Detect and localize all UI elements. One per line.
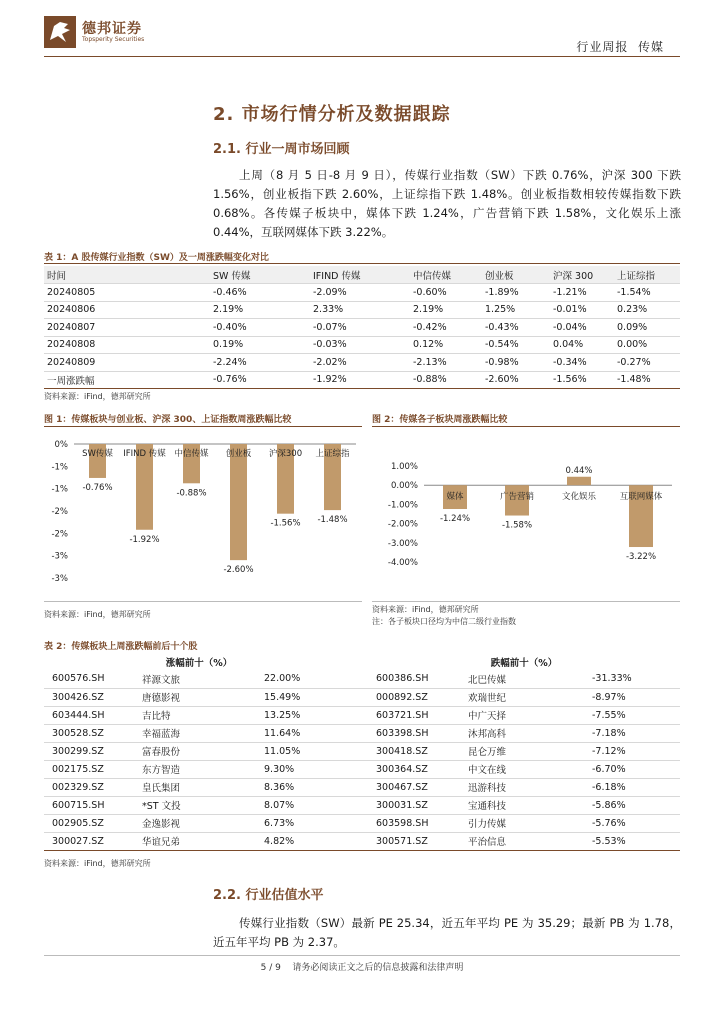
data-label: -3.22% [625,552,657,563]
table-header-row [44,266,680,284]
table-cell: 欢瑞世纪 [460,688,584,706]
table-cell: 富春股份 [134,742,256,760]
table-cell: 300364.SZ [368,760,460,778]
table-cell: -0.98% [482,354,550,372]
table-cell: -2.60% [482,371,550,389]
category-label: 文化娱乐 [561,492,597,503]
table-cell: -2.09% [310,284,410,302]
table-cell: -1.92% [310,371,410,389]
footer-divider [44,955,680,956]
table-cell: -0.03% [310,336,410,354]
table-header-cell: 沪深 300 [550,266,614,284]
table-cell: 600386.SH [368,670,460,688]
table-cell: -1.56% [550,371,614,389]
category-label: 媒体 [446,492,464,503]
data-label: 0.44% [565,465,593,476]
table-cell: -8.97% [584,688,680,706]
y-tick-label: -3.00% [387,538,418,549]
table-cell: 300528.SZ [44,724,134,742]
table-cell: -0.46% [210,284,310,302]
category-label: 创业板 [225,449,252,459]
table-row [44,284,680,302]
data-label: -1.24% [439,514,471,525]
table-cell: 4.82% [256,832,354,850]
table-row [44,319,680,337]
fig2-bottom-rule [372,601,680,602]
category-label: 广告营销 [499,492,535,503]
table-cell: 20240806 [44,301,210,319]
table-cell: 6.73% [256,814,354,832]
table-row [44,778,680,796]
data-label: -2.60% [223,565,254,576]
table-cell: 000892.SZ [368,688,460,706]
table-cell: -0.04% [550,319,614,337]
subsection-title-valuation: 2.2. 行业估值水平 [213,888,324,903]
data-label: -1.48% [317,515,348,526]
table-cell: 8.07% [256,796,354,814]
table-cell: 0.23% [614,301,680,319]
table-cell: 吉比特 [134,706,256,724]
table-row [44,354,680,372]
table-cell: -1.54% [614,284,680,302]
table-cell: 0.09% [614,319,680,337]
table-header-cell: 中信传媒 [410,266,482,284]
y-tick-label: -2.00% [387,519,418,530]
table-cell: 0.12% [410,336,482,354]
bar [230,444,247,560]
table-cell: 300299.SZ [44,742,134,760]
category-label: SW传媒 [82,449,113,459]
table-cell: 300027.SZ [44,832,134,850]
table2-caption: 表 2：传媒板块上周涨跌幅前后十个股 [44,642,198,652]
page-footer: 5 / 9 请务必阅读正文之后的信息披露和法律声明 [260,963,464,973]
bar [567,477,591,485]
category-label: 上证综指 [315,449,350,459]
table-cell: 20240809 [44,354,210,372]
top-movers-table [44,654,680,851]
table-cell: 一周涨跌幅 [44,371,210,389]
table-cell: 幸福蓝海 [134,724,256,742]
table-cell: -6.18% [584,778,680,796]
table-cell: -2.02% [310,354,410,372]
table-cell: 11.05% [256,742,354,760]
fig1-bottom-rule [44,601,362,602]
table-cell: 13.25% [256,706,354,724]
table-cell: 8.36% [256,778,354,796]
table-cell: -7.12% [584,742,680,760]
table-cell: 昆仑万维 [460,742,584,760]
table-cell: 0.19% [210,336,310,354]
brand-name: 德邦证券 [82,21,142,37]
gainers-header: 涨幅前十（%） [165,658,233,669]
table-cell: 603598.SH [368,814,460,832]
table-cell: 002175.SZ [44,760,134,778]
table-cell: 2.19% [210,301,310,319]
table-cell: -0.43% [482,319,550,337]
data-label: -1.58% [501,520,533,531]
table-cell: -0.54% [482,336,550,354]
table-cell: 300418.SZ [368,742,460,760]
table2-source: 资料来源：iFind，德邦研究所 [44,859,151,868]
table-cell: 603444.SH [44,706,134,724]
table-cell: 20240807 [44,319,210,337]
table-cell: 迅游科技 [460,778,584,796]
table-cell: 皇氏集团 [134,778,256,796]
table-cell: -0.40% [210,319,310,337]
table-cell: -6.70% [584,760,680,778]
table-cell: -7.18% [584,724,680,742]
table-row [44,760,680,778]
fig2-source: 资料来源：iFind，德邦研究所 [372,605,479,614]
table-cell: 22.00% [256,670,354,688]
table-row [44,670,680,688]
brand-name-en: Topsperity Securities [82,36,145,43]
y-tick-label: -4.00% [387,558,418,568]
table-cell: 2.19% [410,301,482,319]
table-header-cell: IFIND 传媒 [310,266,410,284]
data-label: -0.88% [176,488,207,499]
table-cell: 1.25% [482,301,550,319]
y-tick-label: -3% [51,574,68,584]
table-cell: 宝通科技 [460,796,584,814]
y-tick-label: 1.00% [390,462,418,472]
table-row [44,371,680,389]
y-tick-label: -2% [51,507,68,517]
table-cell: 603721.SH [368,706,460,724]
table-cell: 沐邦高科 [460,724,584,742]
table-cell: 0.04% [550,336,614,354]
fig2-note: 注：各子板块口径均为中信二级行业指数 [372,617,516,626]
table-cell: 300467.SZ [368,778,460,796]
index-weekly-change-table [44,266,680,389]
table-cell: -0.88% [410,371,482,389]
table-row [44,336,680,354]
y-tick-label: 0.00% [390,481,418,492]
table-cell: 平治信息 [460,832,584,850]
table-cell: 中文在线 [460,760,584,778]
fig2-caption: 图 2：传媒各子板块周涨跌幅比较 [372,415,508,425]
table-cell: 中广天择 [460,706,584,724]
table-cell: 300426.SZ [44,688,134,706]
table-cell: -1.48% [614,371,680,389]
y-tick-label: -1% [51,484,68,495]
table-cell: -0.07% [310,319,410,337]
table-header-cell: 时间 [44,266,210,284]
table-cell: 祥源文旅 [134,670,256,688]
table-row [44,742,680,760]
report-type: 行业周报 传媒 [576,40,664,54]
y-tick-label: -3% [51,551,68,562]
table-cell: 603398.SH [368,724,460,742]
subsection-title-market-review: 2.1. 行业一周市场回顾 [213,142,350,157]
y-tick-label: 0% [54,440,68,450]
table-row [44,814,680,832]
table-cell: 600576.SH [44,670,134,688]
table-cell: -7.55% [584,706,680,724]
market-review-paragraph: 上周（8 月 5 日-8 月 9 日），传媒行业指数（SW）下跌 0.76%，沪深 300 下跌 1.56%，创业板指下跌 2.60%，上证综指下跌 1.48%。创业板指数相较传媒指数下跌 0.68%。各传媒子板块中，媒体下跌 1.24%，广告营销下跌 1.58%，文化娱乐上涨 0.44%，互联网媒体下跌 3.22%。 [213,168,681,239]
fig1-source: 资料来源：iFind，德邦研究所 [44,610,151,619]
valuation-paragraph: 传媒行业指数（SW）最新 PE 25.34，近五年平均 PE 为 35.29；最新 PB 为 1.78，近五年平均 PB 为 2.37。 [213,916,681,949]
table-cell: *ST 文投 [134,796,256,814]
table-cell: -0.42% [410,319,482,337]
losers-header: 跌幅前十（%） [490,658,558,669]
data-label: -1.56% [270,518,301,529]
table-row [44,832,680,850]
table-cell: -5.53% [584,832,680,850]
data-label: -0.76% [82,482,113,493]
table-cell: 引力传媒 [460,814,584,832]
table-cell: -1.21% [550,284,614,302]
category-label: 中信传媒 [174,449,209,459]
header-divider [44,56,680,57]
table-cell: 002329.SZ [44,778,134,796]
category-label: IFIND 传媒 [123,449,166,459]
category-label: 沪深300 [268,449,303,459]
table-cell: -0.01% [550,301,614,319]
table-cell: 300571.SZ [368,832,460,850]
table-cell: -0.60% [410,284,482,302]
table-cell: 600715.SH [44,796,134,814]
table-cell: -5.86% [584,796,680,814]
table-cell: -0.27% [614,354,680,372]
data-label: -1.92% [129,534,160,545]
y-tick-label: -1% [51,462,68,473]
table-header-cell: 上证综指 [614,266,680,284]
table1-top-rule [44,263,680,264]
table-cell: 20240808 [44,336,210,354]
table1-caption: 表 1：A 股传媒行业指数（SW）及一周涨跌幅变化对比 [44,253,269,263]
table-cell: 0.00% [614,336,680,354]
table-row [44,796,680,814]
table-cell: 002905.SZ [44,814,134,832]
fig2-top-rule [372,426,680,427]
table-header-row [44,654,680,670]
table-header-cell: SW 传媒 [210,266,310,284]
table-row [44,706,680,724]
y-tick-label: -2% [51,529,68,540]
fig1-top-rule [44,426,362,427]
table-cell: -0.76% [210,371,310,389]
table-header-cell: 创业板 [482,266,550,284]
fig1-caption: 图 1：传媒板块与创业板、沪深 300、上证指数周涨跌幅比较 [44,415,292,425]
table-row [44,724,680,742]
table-cell: -2.13% [410,354,482,372]
table-cell: 300031.SZ [368,796,460,814]
table-cell: 东方智造 [134,760,256,778]
table-cell: -2.24% [210,354,310,372]
brand-logo-icon [44,16,76,48]
fig2-chart [372,432,680,598]
table-cell: 15.49% [256,688,354,706]
fig1-chart [44,432,362,598]
category-label: 互联网媒体 [619,492,663,503]
section-title: 2. 市场行情分析及数据跟踪 [213,104,451,125]
table-cell: 唐德影视 [134,688,256,706]
table-cell: -31.33% [584,670,680,688]
table-cell: 金逸影视 [134,814,256,832]
table-cell: 北巴传媒 [460,670,584,688]
table1-source: 资料来源：iFind，德邦研究所 [44,392,151,401]
table-cell: -5.76% [584,814,680,832]
table-cell: -0.34% [550,354,614,372]
table-cell: 9.30% [256,760,354,778]
table-cell: -1.89% [482,284,550,302]
table-cell: 20240805 [44,284,210,302]
y-tick-label: -1.00% [387,500,418,511]
table-row [44,301,680,319]
table-row [44,688,680,706]
table-cell: 华谊兄弟 [134,832,256,850]
table-cell: 2.33% [310,301,410,319]
table-cell: 11.64% [256,724,354,742]
